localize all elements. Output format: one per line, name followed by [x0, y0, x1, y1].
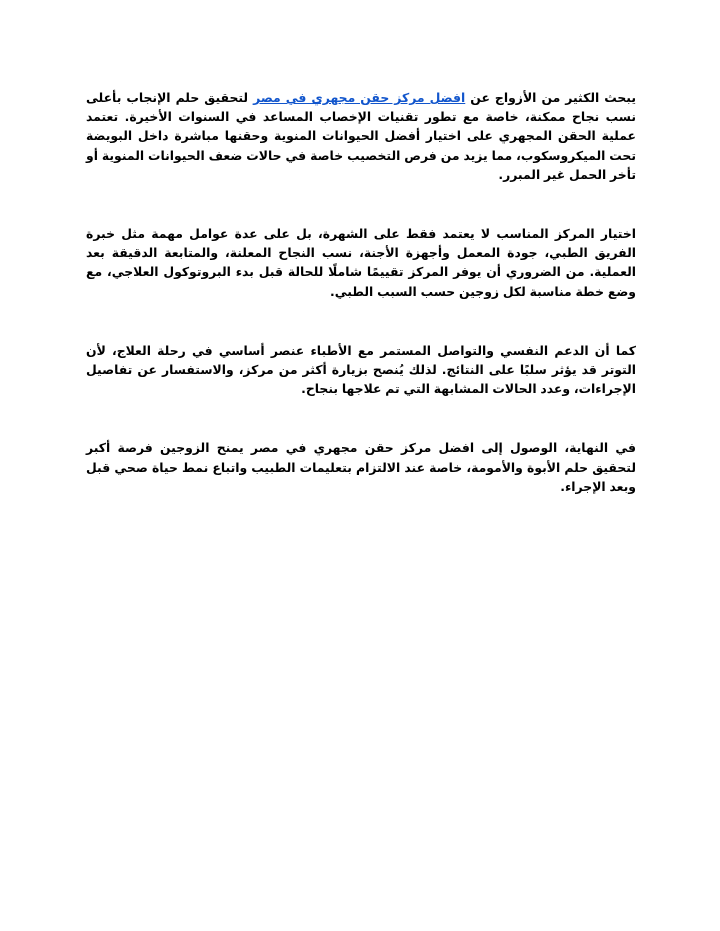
paragraph-conclusion: في النهاية، الوصول إلى افضل مركز حقن مجهري في مصر يمنح الزوجين فرصة أكبر لتحقيق حلم الأبوة والأمومة، خاصة عند الالتزام بتعليمات الطبيب واتباع نمط حياة صحي قبل وبعد الإجراء.: [86, 440, 636, 494]
paragraph-intro-before-link: يبحث الكثير من الأزواج عن: [465, 90, 636, 105]
paragraph-intro-after-link: لتحقيق حلم الإنجاب بأعلى نسب نجاح ممكنة، خاصة مع تطور تقنيات الإخصاب المساعد في السنوات الأخيرة. تعتمد عملية الحقن المجهري على اختيار أفضل الحيوانات المنوية وحقنها مباشرة داخل البويضة تحت الميكروسكوب، مما يزيد من فرص التخصيب خاصة في حالات ضعف الحيوانات المنوية أو تأخر الحمل غير المبرر.: [86, 90, 636, 182]
paragraph-psychological-support: كما أن الدعم النفسي والتواصل المستمر مع الأطباء عنصر أساسي في رحلة العلاج، لأن التوتر قد يؤثر سلبًا على النتائج. لذلك يُنصح بزيارة أكثر من مركز، والاستفسار عن تفاصيل الإجراءات، وعدد الحالات المشابهة التي تم علاجها بنجاح.: [86, 342, 636, 397]
best-icsi-center-link[interactable]: افضل مركز حقن مجهري في مصر: [253, 90, 466, 105]
paragraph-choosing-center: اختيار المركز المناسب لا يعتمد فقط على الشهرة، بل على عدة عوامل مهمة مثل خبرة الفريق الطبي، جودة المعمل وأجهزة الأجنة، نسب النجاح المعلنة، والمتابعة الدقيقة بعد العملية. من الضروري أن يوفر المركز تقييمًا شاملًا للحالة قبل بدء البروتوكول العلاجي، مع وضع خطة مناسبة لكل زوجين حسب السبب الطبي.: [86, 226, 636, 299]
paragraph-intro: [86, 88, 636, 184]
